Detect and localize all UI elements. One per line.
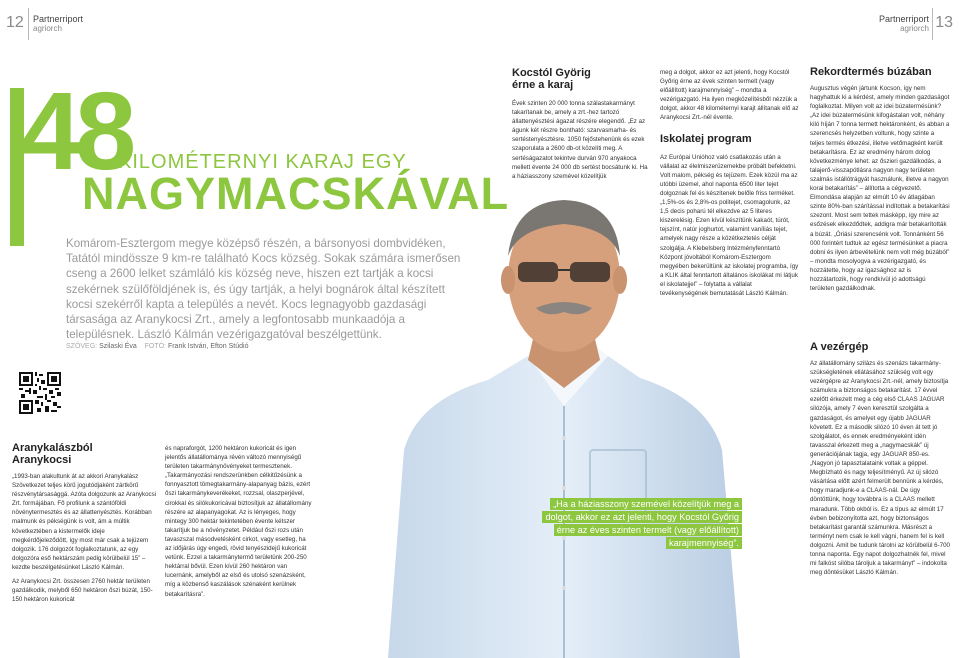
- headline-line2: NAGYMACSKÁVAL: [82, 168, 510, 219]
- divider-left: [28, 8, 29, 40]
- section-rekordtermes: [810, 66, 950, 298]
- lead-paragraph: Komárom-Esztergom megye középső részén, a bársonyosi dombvidéken, Tatától mindössze 9 km-re található Kocs község. Sokak számára ismerősen cseng a 2600 lelket számláló kis község neve, hiszen ezt tartják a kocsi szekérnek szülőföldjének is, és úgy tartják, a helyi bognárok által készített kocsi szekérről kapta a település a nevét. Kocs legnagyobb gazdasági társasága az Aranykocsi Zrt., amely a legfontosabb munkaadója a településnek. László Kálmán vezérigazgatóval beszélgettünk.: [66, 237, 461, 342]
- section4-heading: Rekordtermés búzában: [810, 66, 932, 78]
- section2-heading-1: Kocstól Györig: [512, 67, 591, 79]
- section1-continued: [165, 444, 313, 604]
- page-number-right: 13: [935, 14, 953, 31]
- brand-right: [879, 14, 929, 34]
- section2-heading-2: érne a karaj: [512, 79, 574, 91]
- headline-number: 48: [20, 70, 131, 193]
- section4-paragraph: Az állatállomány szilázs és szenázs takarmány-szükségletének ellátásához szükség volt egy vezérgépre az Aranykocsi Zrt.-nél, amely biztosítja számukra a biztonságos betakarítást. 17 évvel ezelőtt érkezett meg a cég első CLAAS JAGUAR silózója, amely 7 éven keresztül szolgálta a gazdaságot, és amelyet egy újabb JAGUAR követett. Ez a második silózó 10 éven át tett jó szolgálatot, és ennek eredményeként idén tavasszal érkezett meg a „nagymacskák” új generációjának tagja, egy JAGUAR 850-es. „Nagyon jó tapasztalataink voltak a géppel. Megbízható és nagy teljesítményű. Az új silózó vásárlása előtt azért felmerült bennünk a kérdés, hogy maradjunk-e a CLAAS-nál. De úgy döntöttünk, hogy továbbra is a CLAAS mellett maradunk. Több okból is. Ez a típus az elmúlt 17 évben bebizonyította azt, hogy biztonságos betakarítást garantál számunkra. Másrészt a terményt nem csak le kell vágni, hanem fel is kell dolgozni. Amit be tudunk tárolni az körülbelül 6-700 tonna naponta. Egy napot dolgozhatnék fel, mivel mi falkóst silóba tároljuk a takarmányt” – indokolta meg döntésüket László Kálmán.: [810, 360, 950, 577]
- credit-photo-author: Frank István, Efton Stúdió: [167, 343, 249, 350]
- section3-heading: Iskolatej program: [660, 132, 752, 145]
- credit-text-label: SZÖVEG:: [66, 343, 98, 350]
- divider-right: [932, 8, 933, 40]
- section4-heading-2: A vezérgép: [810, 341, 869, 353]
- brand-sub-left: agriorch: [33, 24, 62, 33]
- section-iskolatej: [660, 68, 800, 303]
- brand-left: [33, 14, 83, 34]
- page-number-left: 12: [6, 14, 24, 31]
- credits: [66, 343, 248, 350]
- brand-sub-right: agriorch: [900, 24, 929, 33]
- section1b-paragraph: és napraforgót, 1200 hektáron kukoricát és igen jelentős állatállománya révén változó mennyiségű területen takarmánynövényeket termesztenek. „Takarmányozási rendszerünkben célkitűzésünk a fonnyasztott tömegtakarmány-alapanyag bázis, ezért őszi takarmánykeverékeket, rozzsal, olaszperjével, cirokkal és silókukoricával biztosítjuk az állatállomány részére az alapanyagokat. Az is lényeges, hogy mintegy 300 hektár tekintetében évente kétszer takarítjuk be a növényzetet. Például őszi rozs után tavaszszal másodvetésként cirkot, vagy esetleg, ha az időjárás úgy engedi, rövid tenyészidejű kukoricát vetünk. Ezzel a takarmánytermő területünk 200-250 hektárral bővül. Ezen kívül 260 hektáron van lucernánk, amelyből az első és utolsó szenázsként, míg a közbenső kaszálások szénaként kerülnek betakarításra”.: [165, 445, 312, 598]
- section3-paragraph: meg a dolgot, akkor ez azt jelenti, hogy Kocstól Győrig érne az évek szinten termelt (vagy előállított) karajmennyiség” – mondta a vezérigazgató. Ha ilyen megközelítésből nézzük a dolgot, akkor 48 kilométernyi karajt állítanak elő az Aranykocsi Zrt.-nél évente.: [660, 69, 799, 122]
- section3-paragraph: Az Európai Unióhoz való csatlakozás után a vállalat az élelmiszerüzemekbe próbált befektetni. Volt malom, pékség és tejüzem. Ezek közül ma az utóbbi üzemel, ahol naponta 6500 liter tejet dolgoznak fel és készítenek belőle friss terméket. „1,5%-os és 2,8%-os politejet, csomagolunk, az 1,5 decis poharú tél elkezdve az 5 literes kiszerelésig. Ezen kívül készítünk kakaót, túrót, tejszínt, natúr joghurtot, valamint vaníliás tejet, amelyek nagy része a közétkeztetés célját szolgálja. A Klebelsberg Intézményfenntartó Központ jóvoltából Komárom-Esztergom megyében bekerültünk az iskolatej programba, így a KLIK által fenntartott általános iskolákat mi látjuk el iskolatejjel” – folytatta a vállalat tevékenységének bemutatását László Kálmán.: [660, 153, 799, 297]
- section1-paragraph: „1993-ban alakultunk át az akkori Aranykalász Szövetkezet teljes körű jogutódjaként zártkörű részvénytársasággá. Azóta dolgozunk az Aranykocsi Zrt. formájában. Fő profilunk a szántóföldi növénytermesztés és az állattenyésztés. Korábban malmunk és pékségünk is volt, ám a múltik következtében a kistermelők ideje megkérdőjeleződött, így most már csak a tejüzem dolgozik. 176 dolgozót foglalkoztatunk, az egy dolgozóra eső hektárszám pedig körülbelül 15” – kezdte beszélgetésünket László Kálmán.: [12, 473, 157, 571]
- section4-paragraph: Augusztus végén jártunk Kocson, így nem hagyhattuk ki a kérdést, amely minden gazdaságot foglalkoztat. Milyen volt az idei búzatermésünk? „Az idei búzatermésünk kifogástalan volt, néhány kiló híján 7 tonna termett hektáronként, és abban a szerencsés helyzetben voltunk, hogy szinte a teljes termés étkezési, illetve vetőmagként került betakarításra. Ez az eredmény három dolog következménye lehet: az őszieri gazdálkodás, a talajerő-visszapótlásra nagyon nagy területen szalmás istállótrágyát használunk, illetve a nagyon korai betakarítás” – állította a cégvezető. Elmondása alapján az elmúlt 10 év átlagában szinte 80%-ban szárítással indítottak a betakarítási szezont. Most sem tettek másképp, így mire az esőzések elkezdődtek, addigra már betakarították a búzát. „Óriási szerencsénk volt. Tonnánként 56 000 forintért tudtuk az egész termésünket a piacra dobni és ilyen árbevételünk nem volt még búzából” – mondta mosolyogva a vezérigazgató, és hozzátette, hogy az igazsághoz az is hozzátartozik, hogy rendkívül jó adottságú területen gazdálkodnak.: [810, 85, 950, 293]
- section-vezergep: [810, 341, 950, 582]
- qr-code-icon[interactable]: [19, 372, 61, 414]
- section4-body: [810, 84, 950, 293]
- section1-body: [12, 472, 158, 604]
- credit-photo-label: FOTÓ:: [144, 343, 166, 350]
- section1-paragraph: Az Aranykocsi Zrt. összesen 2760 hektár területen gazdálkodik, melyből 650 hektáron őszi búzát, 150-150 hektáron kukoricát: [12, 578, 153, 604]
- section1-heading-2: Aranykocsi: [12, 454, 72, 466]
- section2-paragraph: Évek szinten 20 000 tonna szálastakarmányt takarítanak be, amely a zrt.-hez tartozó állattenyésztési ágazat részére elegendő. „Ez az águnk két részre bontható: szarvasmarha- és sertéstenyésztésre. 1050 fejőstehenünk és ezek szaporulata a 2600 db-ot közelíti meg. A sertéságazatot tekintve durván 970 anyakoca mellett évente 24 000 db sertést bocsátunk ki. Ha a háziasszony szemével közelítjük: [512, 100, 648, 180]
- section4-body-2: [810, 359, 950, 577]
- credit-text-author: Szilaski Éva: [99, 343, 137, 350]
- brand-title-left: Partnerriport: [33, 14, 84, 24]
- pull-quote: [528, 498, 742, 550]
- section-aranykalasz: [12, 442, 158, 609]
- section3-body-top: [660, 68, 800, 123]
- section-kocstol-gyorig: [512, 67, 652, 186]
- brand-title-right: Partnerriport: [878, 14, 929, 24]
- section3-body: [660, 153, 800, 299]
- pull-quote-text: „Ha a háziasszony szemével közelítjük meg a dolgot, akkor ez azt jelenti, hogy Kocstól Győrig érne az éves szinten termelt (vagy előállított) karajmennyiség”.: [542, 498, 742, 549]
- section1-heading-1: Aranykalászból: [12, 442, 93, 454]
- headline-line1: KILOMÉTERNYI KARAJ EGY: [118, 151, 407, 173]
- section2-body: [512, 99, 652, 181]
